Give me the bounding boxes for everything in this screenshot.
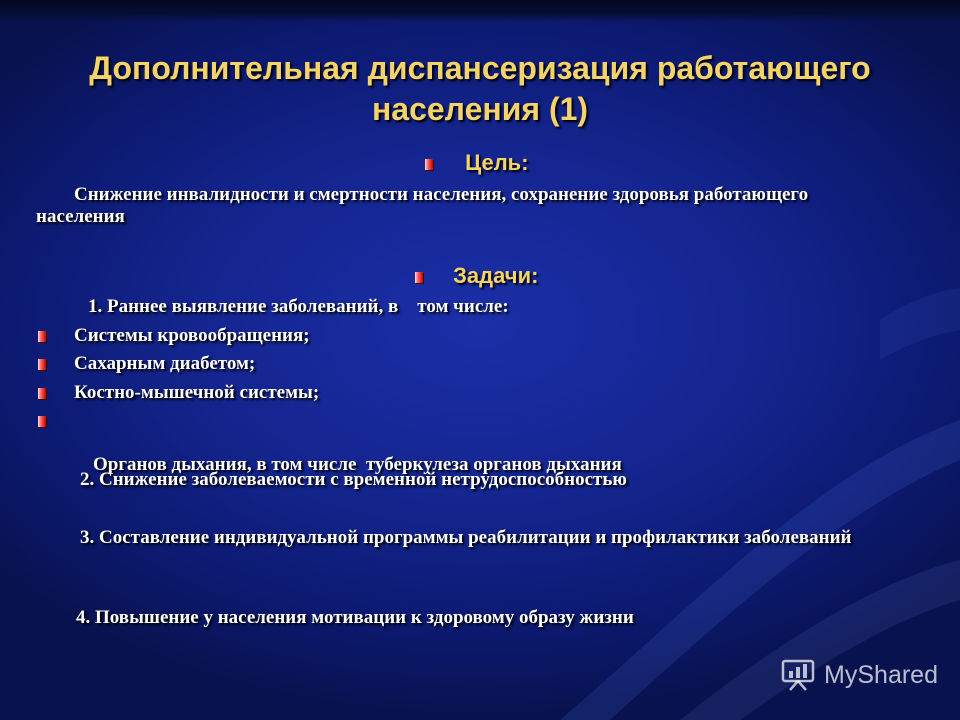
tasks-heading: [415, 263, 538, 289]
bullet-icon: [38, 359, 46, 370]
watermark-text: MyShared: [824, 660, 938, 689]
bullet-icon: [38, 416, 46, 427]
task-1-intro: 1. Раннее выявление заболеваний, в том числе:: [88, 296, 509, 317]
bullet-icon: [415, 272, 423, 283]
list-item-text: Системы кровообращения;: [74, 325, 310, 346]
presentation-board-icon: [780, 658, 816, 692]
list-item: [74, 353, 255, 375]
list-item-text: Органов дыхания, в том числе туберкулеза органов дыхания: [93, 454, 622, 475]
watermark: [780, 658, 938, 692]
slide-title-line-2: населения (1): [371, 91, 589, 127]
bullet-icon: [38, 331, 46, 342]
task-2: 2. Снижение заболеваемости с временной нетрудоспособностью: [80, 469, 627, 490]
task-3: 3. Составление индивидуальной программы реабилитации и профилактики заболеваний: [80, 527, 852, 548]
tasks-heading-label: Задачи:: [453, 263, 539, 288]
list-item: [74, 325, 310, 347]
slide-title-line-1: Дополнительная диспансеризация работающего: [89, 50, 871, 86]
goal-heading-label: Цель:: [465, 150, 529, 175]
list-item: [74, 382, 319, 404]
list-item-text: Сахарным диабетом;: [74, 353, 256, 374]
bullet-icon: [425, 159, 433, 170]
list-item-text: Костно-мышечной системы;: [74, 382, 320, 403]
task-4: 4. Повышение у населения мотивации к здоровому образу жизни: [76, 607, 634, 628]
goal-heading: [425, 150, 529, 176]
bullet-icon: [38, 388, 46, 399]
goal-text: Снижение инвалидности и смертности населения, сохранение здоровья работающего населения: [36, 184, 809, 227]
slide-title: [40, 48, 920, 130]
